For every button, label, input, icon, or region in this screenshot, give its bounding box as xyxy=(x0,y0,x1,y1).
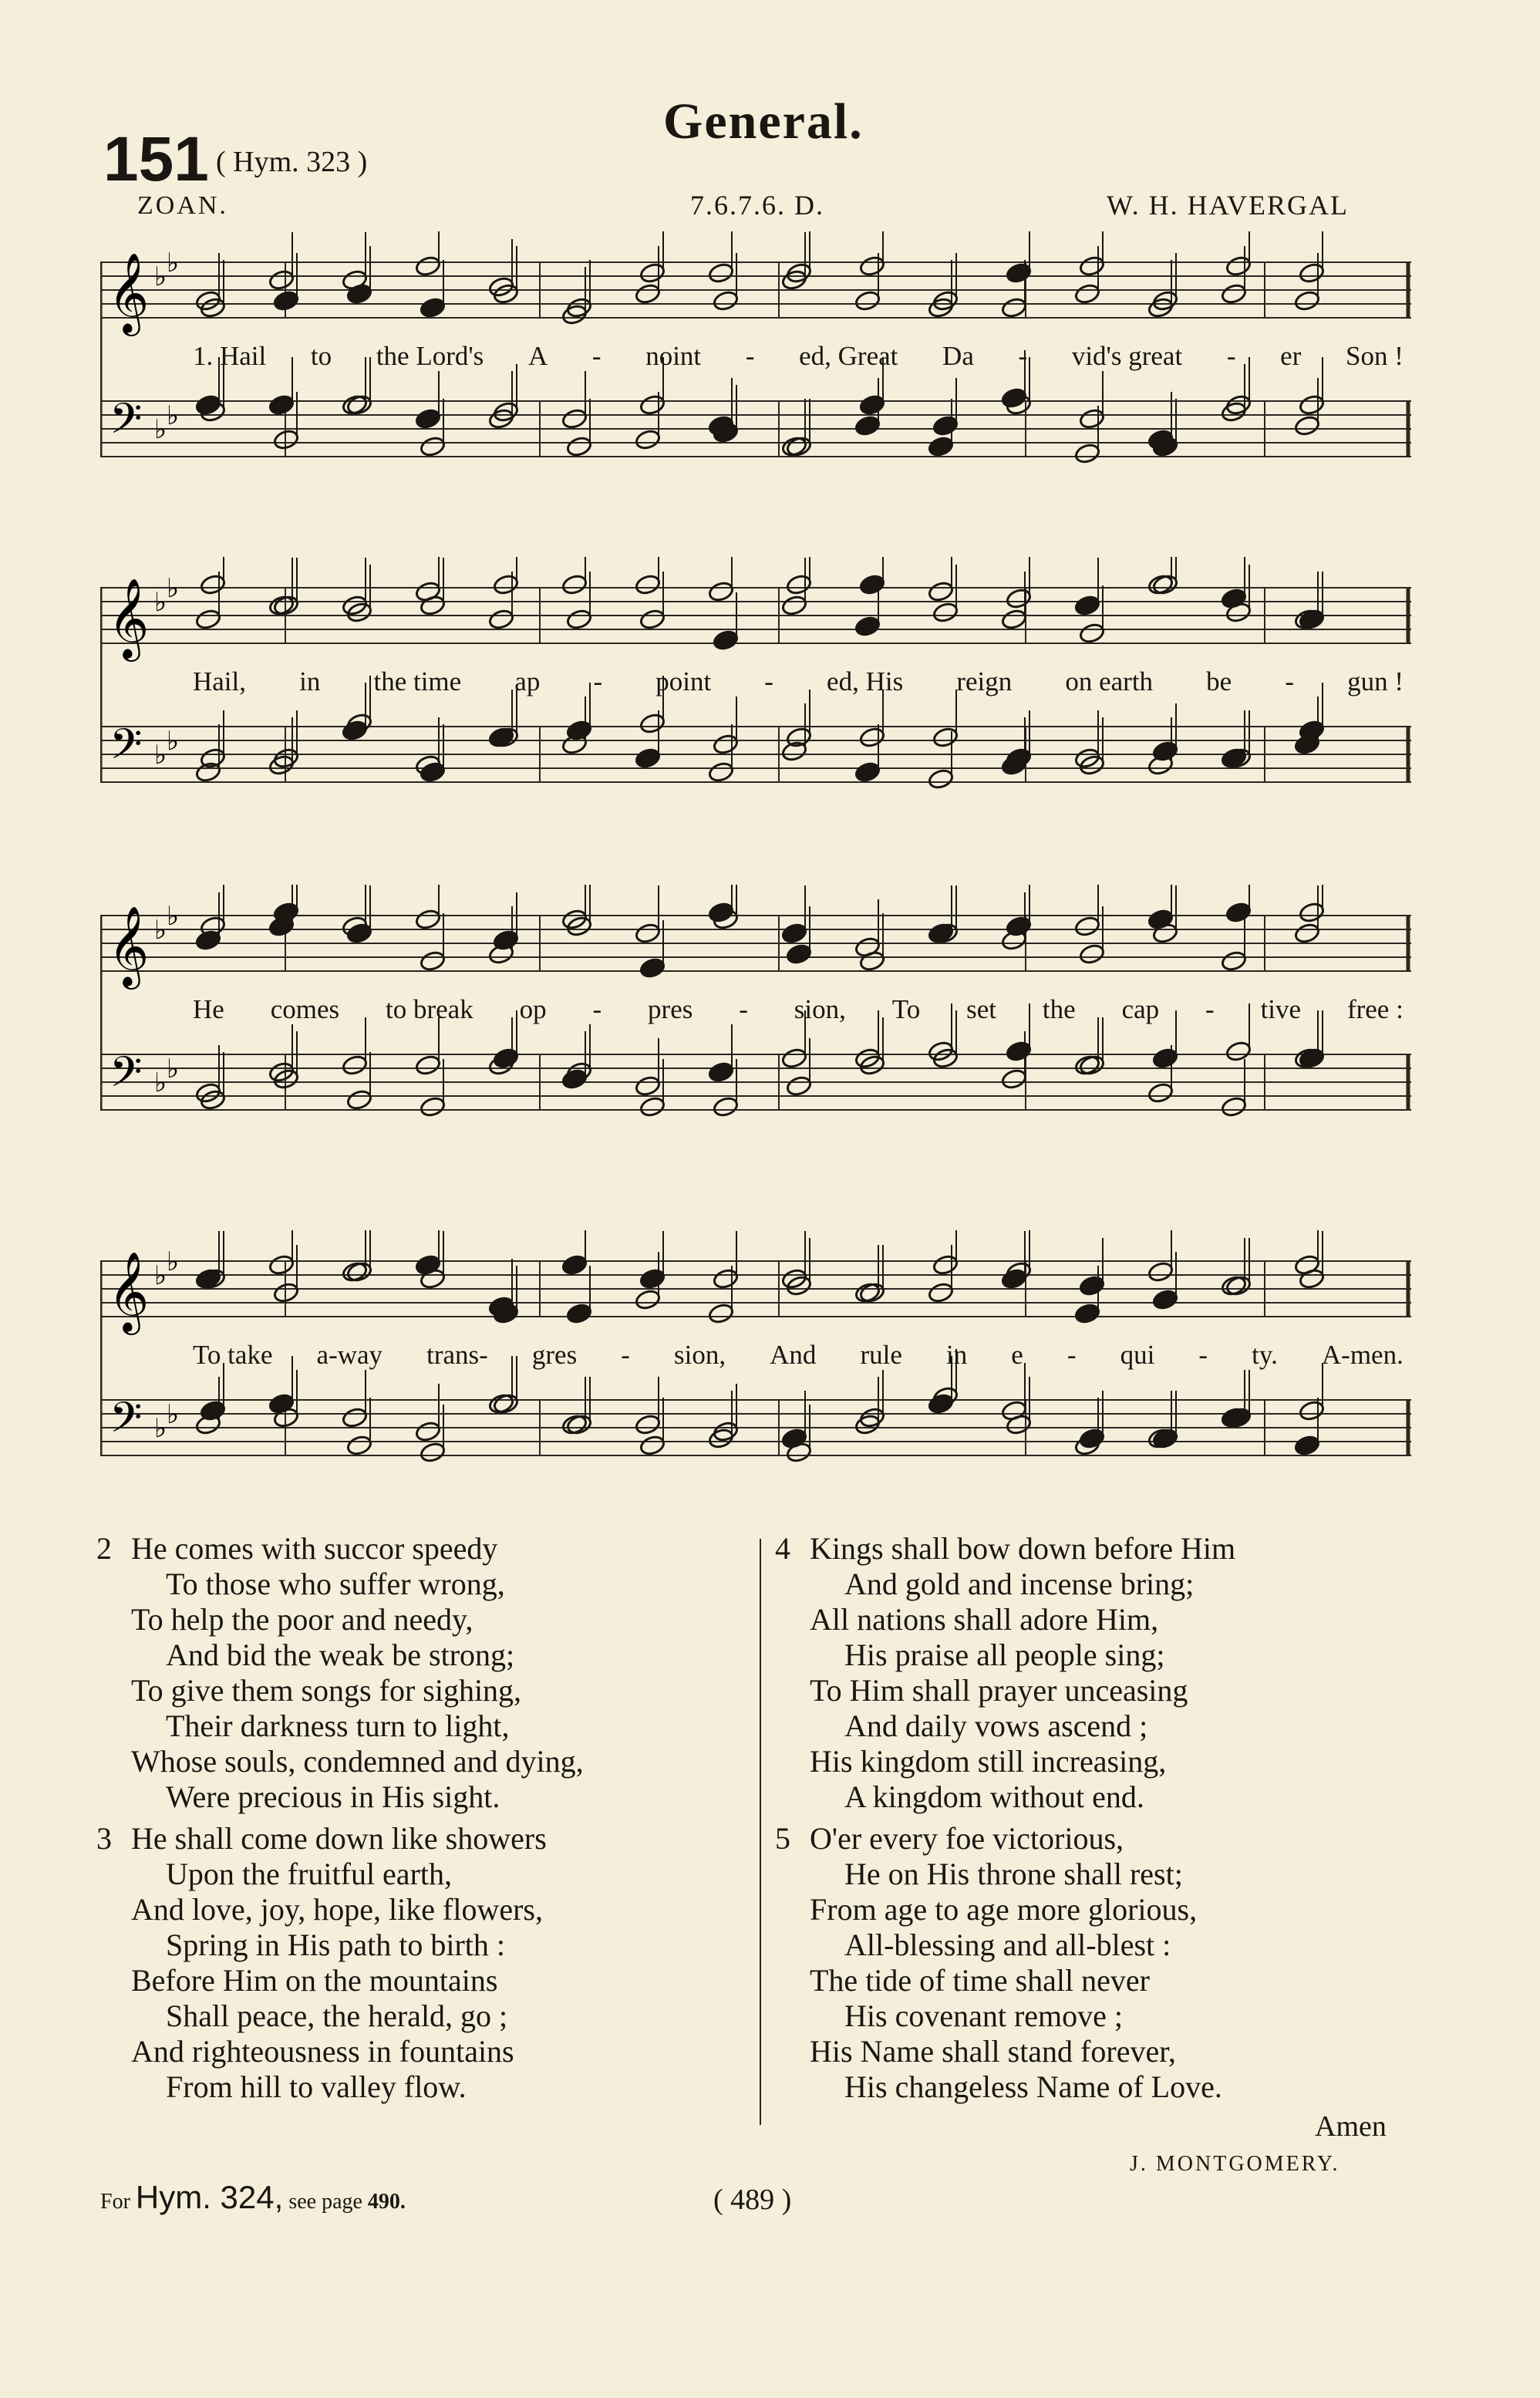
lyric-syllable: - xyxy=(1285,666,1294,696)
notehead xyxy=(712,1095,739,1118)
music-staff xyxy=(100,1230,1419,1523)
notehead xyxy=(1078,255,1105,277)
notehead xyxy=(780,922,807,944)
verse-4 xyxy=(775,1531,1235,1815)
footnote xyxy=(100,2179,406,2216)
notehead xyxy=(712,289,739,312)
treble-clef-icon: 𝄞 xyxy=(108,252,150,333)
flat-icon: ♭ xyxy=(154,1260,167,1291)
verse-line: 2 He comes with succor speedy xyxy=(96,1531,498,1566)
flat-icon: ♭ xyxy=(154,587,167,618)
notehead xyxy=(419,435,446,457)
notehead xyxy=(1225,901,1252,923)
notehead xyxy=(1005,1413,1032,1435)
notehead xyxy=(1298,261,1325,284)
verse-line: The tide of time shall never xyxy=(810,1963,1150,1998)
tune-name: ZOAN. xyxy=(137,191,228,220)
notehead xyxy=(1293,922,1320,944)
notehead xyxy=(712,1267,739,1290)
lyric-syllable: sion, xyxy=(673,1340,726,1370)
lyric-syllable: sion, xyxy=(794,994,846,1024)
notehead xyxy=(345,282,372,305)
lyric-syllable: - xyxy=(739,994,748,1024)
flat-icon: ♭ xyxy=(167,248,180,278)
lyric-syllable: vid's great xyxy=(1071,341,1183,371)
amen-text: Amen xyxy=(1315,2110,1387,2143)
notehead xyxy=(1073,915,1100,937)
notehead xyxy=(1147,1081,1174,1104)
lyric-syllable: op xyxy=(519,994,547,1024)
lyric-syllable: - xyxy=(592,994,602,1024)
verse-number: 2 xyxy=(96,1531,112,1566)
lyric-syllable: Hail, xyxy=(193,666,247,696)
notehead xyxy=(707,1061,734,1083)
meter: 7.6.7.6. D. xyxy=(690,190,824,221)
footnote-text: see page xyxy=(288,2190,362,2214)
notehead xyxy=(1298,901,1325,923)
notehead xyxy=(1293,289,1320,312)
notehead xyxy=(780,594,807,616)
notehead xyxy=(639,956,666,979)
verse-line: And bid the weak be strong; xyxy=(166,1637,515,1672)
verse-line: And righteousness in fountains xyxy=(131,2034,514,2069)
notehead xyxy=(639,1095,666,1118)
treble-clef-icon: 𝄞 xyxy=(108,1251,150,1332)
notehead xyxy=(1293,414,1320,437)
bass-clef-icon: 𝄢 xyxy=(110,1393,143,1452)
notehead xyxy=(1293,1434,1320,1456)
lyric-syllable: the xyxy=(1042,994,1076,1024)
flat-icon: ♭ xyxy=(154,915,167,946)
lyric-syllable: - xyxy=(1067,1340,1077,1370)
notehead xyxy=(419,949,446,972)
notehead xyxy=(932,1253,959,1276)
notehead xyxy=(639,712,666,734)
notehead xyxy=(414,908,441,930)
lyric-syllable: - xyxy=(1205,994,1215,1024)
lyric-syllable: - xyxy=(1018,341,1028,371)
notehead xyxy=(565,435,592,457)
notehead xyxy=(561,573,588,595)
notehead xyxy=(268,1253,295,1276)
music-staff xyxy=(100,231,1419,524)
verse-line: 3 He shall come down like showers xyxy=(96,1821,547,1856)
notehead xyxy=(1151,1288,1178,1310)
lyrics-row xyxy=(193,341,1404,372)
flat-icon: ♭ xyxy=(167,726,180,757)
notehead xyxy=(1078,943,1105,965)
notehead xyxy=(858,573,885,595)
lyric-syllable: ap xyxy=(514,666,541,696)
notehead xyxy=(927,767,954,790)
notehead xyxy=(1298,1267,1325,1290)
lyric-syllable: the time xyxy=(373,666,462,696)
lyric-syllable: ed, His xyxy=(827,666,904,696)
lyric-syllable: rule xyxy=(860,1340,902,1370)
notehead xyxy=(858,726,885,748)
notehead xyxy=(272,289,299,312)
lyric-syllable: Da xyxy=(942,341,974,371)
notehead xyxy=(419,1441,446,1463)
music-system-3 xyxy=(100,885,1419,1178)
verse-line: Spring in His path to birth : xyxy=(166,1928,505,1962)
notehead xyxy=(634,1288,661,1310)
verse-line: To help the poor and needy, xyxy=(131,1602,473,1637)
flat-icon: ♭ xyxy=(154,1413,167,1444)
footnote-prefix: For xyxy=(100,2190,130,2214)
lyric-syllable: reign xyxy=(956,666,1013,696)
treble-clef-icon: 𝄞 xyxy=(108,906,150,987)
notehead xyxy=(414,255,441,277)
notehead xyxy=(634,573,661,595)
lyric-syllable: To xyxy=(891,994,921,1024)
flat-icon: ♭ xyxy=(154,1067,167,1098)
notehead xyxy=(1220,1095,1247,1118)
notehead xyxy=(707,261,734,284)
notehead xyxy=(639,1434,666,1456)
lyric-syllable: free : xyxy=(1346,994,1404,1024)
notehead xyxy=(1298,1399,1325,1422)
lyric-syllable: 1. Hail xyxy=(193,341,267,371)
lyrics-row xyxy=(193,994,1404,1025)
lyric-syllable: a-way xyxy=(316,1340,383,1370)
verse-line: All nations shall adore Him, xyxy=(810,1602,1159,1637)
notehead xyxy=(565,1302,592,1324)
notehead xyxy=(1078,622,1105,644)
notehead xyxy=(854,761,881,783)
notehead xyxy=(1005,587,1032,609)
notehead xyxy=(1073,442,1100,464)
verse-line: 4 Kings shall bow down before Him xyxy=(775,1531,1236,1566)
notehead xyxy=(927,435,954,457)
lyric-syllable: gres xyxy=(531,1340,578,1370)
verse-line: To give them songs for sighing, xyxy=(131,1673,522,1708)
section-title: General. xyxy=(663,93,864,150)
bass-clef-icon: 𝄢 xyxy=(110,394,143,454)
lyric-syllable: on earth xyxy=(1065,666,1154,696)
notehead xyxy=(199,573,226,595)
verse-line: To those who suffer wrong, xyxy=(166,1567,505,1601)
notehead xyxy=(268,268,295,291)
notehead xyxy=(268,393,295,416)
verse-line: And love, joy, hope, like flowers, xyxy=(131,1892,543,1927)
notehead xyxy=(1078,407,1105,430)
verse-line: And daily vows ascend ; xyxy=(844,1708,1148,1743)
notehead xyxy=(932,414,959,437)
notehead xyxy=(858,393,885,416)
notehead xyxy=(634,1413,661,1435)
lyric-syllable: tive xyxy=(1260,994,1302,1024)
notehead xyxy=(419,761,446,783)
notehead xyxy=(927,1281,954,1304)
lyric-syllable: trans- xyxy=(426,1340,488,1370)
verse-3 xyxy=(96,1821,584,2105)
flat-icon: ♭ xyxy=(154,261,167,292)
notehead xyxy=(1225,255,1252,277)
verse-line: His changeless Name of Love. xyxy=(844,2069,1222,2104)
notehead xyxy=(414,1054,441,1076)
column-divider xyxy=(760,1539,761,2125)
notehead xyxy=(785,573,812,595)
lyric-syllable: ed, Great xyxy=(799,341,898,371)
lyric-syllable: - xyxy=(593,666,603,696)
hymn-number: 151 xyxy=(103,124,209,194)
lyric-syllable: To take xyxy=(193,1340,273,1370)
hymn-reference: ( Hym. 323 ) xyxy=(216,146,368,178)
music-staff xyxy=(100,885,1419,1178)
flat-icon: ♭ xyxy=(154,740,167,771)
notehead xyxy=(639,393,666,416)
verse-line: His covenant remove ; xyxy=(844,1998,1123,2033)
verse-line: His praise all people sing; xyxy=(844,1637,1165,1672)
notehead xyxy=(854,615,881,637)
verse-2 xyxy=(96,1531,584,1815)
notehead xyxy=(785,1074,812,1097)
notehead xyxy=(858,949,885,972)
notehead xyxy=(634,1074,661,1097)
footnote-page: 490. xyxy=(367,2190,406,2214)
notehead xyxy=(780,1047,807,1069)
music-system-4 xyxy=(100,1230,1419,1523)
lyric-syllable: in xyxy=(299,666,321,696)
notehead xyxy=(707,1302,734,1324)
lyric-syllable: And xyxy=(770,1340,817,1370)
notehead xyxy=(341,1406,368,1428)
notehead xyxy=(639,1267,666,1290)
lyric-syllable: - xyxy=(764,666,773,696)
notehead xyxy=(785,943,812,965)
lyric-syllable: - xyxy=(621,1340,630,1370)
notehead xyxy=(932,726,959,748)
notehead xyxy=(345,1088,372,1111)
notehead xyxy=(1073,282,1100,305)
lyric-syllable: be xyxy=(1206,666,1232,696)
notehead xyxy=(565,608,592,630)
notehead xyxy=(712,733,739,755)
notehead xyxy=(707,580,734,602)
flat-icon: ♭ xyxy=(167,573,180,604)
verse-line: Before Him on the mountains xyxy=(131,1963,498,1998)
notehead xyxy=(1005,261,1032,284)
notehead xyxy=(1220,949,1247,972)
verses-right-column xyxy=(775,1531,1235,2105)
lyric-syllable: He xyxy=(193,994,224,1024)
verse-line: All-blessing and all-blest : xyxy=(844,1928,1171,1962)
notehead xyxy=(634,747,661,769)
notehead xyxy=(1078,1427,1105,1449)
notehead xyxy=(927,580,954,602)
verse-line: His kingdom still increasing, xyxy=(810,1744,1167,1779)
lyric-syllable: point xyxy=(655,666,712,696)
verse-line: From hill to valley flow. xyxy=(166,2069,467,2104)
lyric-syllable: cap xyxy=(1121,994,1160,1024)
notehead xyxy=(634,428,661,450)
notehead xyxy=(1147,1260,1174,1283)
lyric-syllable: set xyxy=(966,994,997,1024)
notehead xyxy=(854,414,881,437)
verse-5 xyxy=(775,1821,1235,2105)
lyric-syllable: qui xyxy=(1120,1340,1155,1370)
notehead xyxy=(712,629,739,651)
lyrics-row xyxy=(193,1340,1404,1371)
notehead xyxy=(561,407,588,430)
notehead xyxy=(634,282,661,305)
verse-number: 3 xyxy=(96,1821,112,1856)
lyric-syllable: - xyxy=(745,341,755,371)
verse-number: 4 xyxy=(775,1531,790,1566)
notehead xyxy=(345,922,372,944)
flat-icon: ♭ xyxy=(167,901,180,932)
lyric-syllable: ty. xyxy=(1252,1340,1278,1370)
flat-icon: ♭ xyxy=(167,1054,180,1084)
notehead xyxy=(194,608,221,630)
flat-icon: ♭ xyxy=(167,1399,180,1430)
flat-icon: ♭ xyxy=(167,400,180,431)
lyric-syllable: Son ! xyxy=(1346,341,1404,371)
lyric-syllable: the Lord's xyxy=(376,341,484,371)
notehead xyxy=(414,1420,441,1442)
lyric-syllable: noint xyxy=(645,341,702,371)
composer: W. H. HAVERGAL xyxy=(1107,190,1350,221)
notehead xyxy=(492,1047,519,1069)
verse-line: From age to age more glorious, xyxy=(810,1892,1198,1927)
notehead xyxy=(414,407,441,430)
notehead xyxy=(419,296,446,319)
notehead xyxy=(707,761,734,783)
verse-line: A kingdom without end. xyxy=(844,1779,1144,1814)
notehead xyxy=(634,922,661,944)
verse-line: Upon the fruitful earth, xyxy=(166,1857,452,1891)
verse-line: Shall peace, the herald, go ; xyxy=(166,1998,508,2033)
music-staff xyxy=(100,557,1419,850)
notehead xyxy=(561,1253,588,1276)
bass-clef-icon: 𝄢 xyxy=(110,720,143,779)
flat-icon: ♭ xyxy=(154,414,167,445)
verse-line: Whose souls, condemned and dying, xyxy=(131,1744,584,1779)
notehead xyxy=(1000,296,1027,319)
lyric-syllable: gun ! xyxy=(1347,666,1404,696)
lyric-syllable: e xyxy=(1011,1340,1023,1370)
notehead xyxy=(345,1434,372,1456)
notehead xyxy=(1220,282,1247,305)
notehead xyxy=(932,601,959,623)
notehead xyxy=(1005,1040,1032,1062)
music-system-1 xyxy=(100,231,1419,524)
verse-line: 5 O'er every foe victorious, xyxy=(775,1821,1124,1856)
notehead xyxy=(858,255,885,277)
flat-icon: ♭ xyxy=(167,1246,180,1277)
lyric-syllable: - xyxy=(591,341,602,371)
lyric-syllable: to break xyxy=(386,994,473,1024)
notehead xyxy=(1000,1067,1027,1090)
notehead xyxy=(419,594,446,616)
lyric-syllable: - xyxy=(1198,1340,1208,1370)
lyrics-row xyxy=(193,666,1404,697)
bass-clef-icon: 𝄢 xyxy=(110,1047,143,1107)
notehead xyxy=(419,1095,446,1118)
lyric-syllable: - xyxy=(1226,341,1236,371)
notehead xyxy=(1298,393,1325,416)
treble-clef-icon: 𝄞 xyxy=(108,578,150,659)
notehead xyxy=(1151,1047,1178,1069)
lyric-syllable: in xyxy=(945,1340,968,1370)
lyric-syllable: to xyxy=(310,341,332,371)
verse-line: Were precious in His sight. xyxy=(166,1779,500,1814)
lyric-syllable: pres xyxy=(648,994,693,1024)
author: J. MONTGOMERY. xyxy=(1130,2152,1340,2176)
lyric-syllable: A xyxy=(527,341,548,371)
verse-line: And gold and incense bring; xyxy=(844,1567,1195,1601)
verse-line: He on His throne shall rest; xyxy=(844,1857,1183,1891)
verse-line: To Him shall prayer unceasing xyxy=(810,1673,1188,1708)
notehead xyxy=(487,608,514,630)
verse-line: Their darkness turn to light, xyxy=(166,1708,510,1743)
notehead xyxy=(1078,1274,1105,1297)
notehead xyxy=(341,1054,368,1076)
verse-number: 5 xyxy=(775,1821,790,1856)
notehead xyxy=(1000,608,1027,630)
notehead xyxy=(639,608,666,630)
lyric-syllable: er xyxy=(1280,341,1302,371)
page-number: ( 489 ) xyxy=(713,2184,792,2216)
music-system-2 xyxy=(100,557,1419,850)
verse-line: His Name shall stand forever, xyxy=(810,2034,1176,2069)
notehead xyxy=(1073,1302,1100,1324)
lyric-syllable: A-men. xyxy=(1321,1340,1404,1370)
notehead xyxy=(854,289,881,312)
notehead xyxy=(1073,594,1100,616)
footnote-hymn: Hym. 324, xyxy=(135,2179,284,2215)
lyric-syllable: comes xyxy=(270,994,340,1024)
verses-left-column xyxy=(96,1531,584,2105)
notehead xyxy=(1225,1040,1252,1062)
notehead xyxy=(639,261,666,284)
notehead xyxy=(492,573,519,595)
